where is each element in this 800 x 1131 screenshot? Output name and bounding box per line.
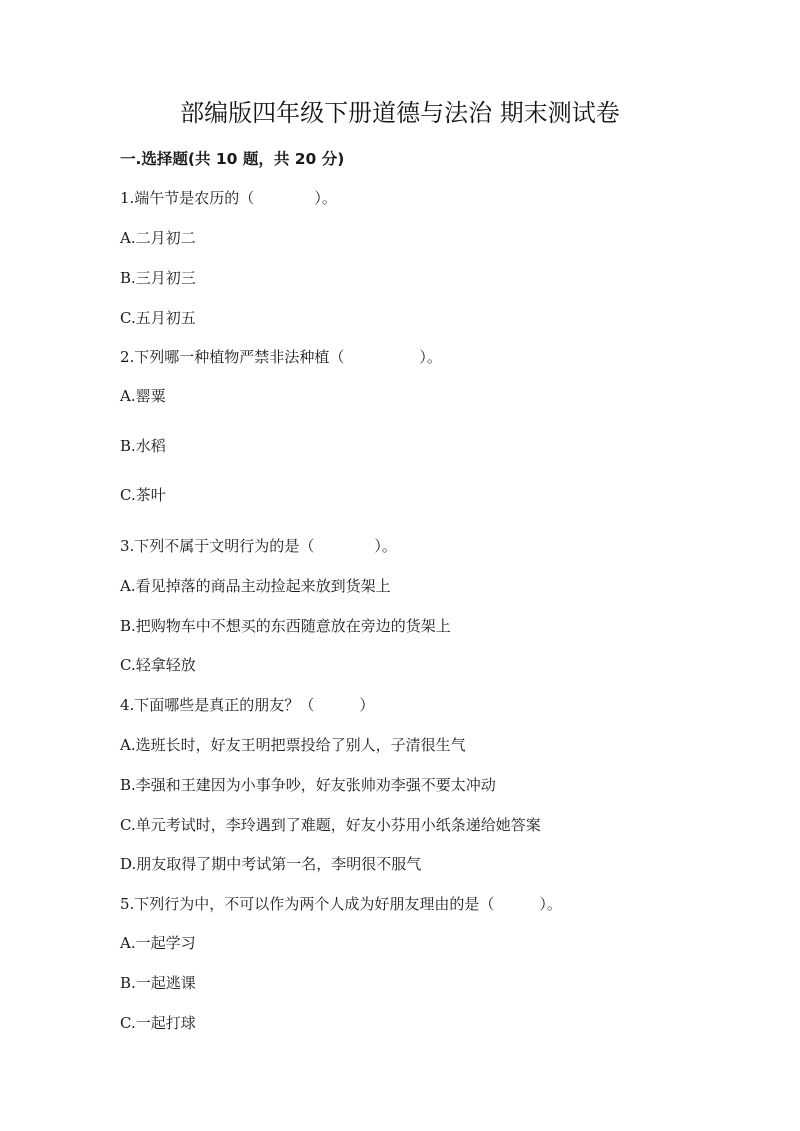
answer-option[interactable]: A.看见掉落的商品主动捡起来放到货架上 [120,577,391,595]
answer-option[interactable]: B.水稻 [120,437,166,455]
answer-option[interactable]: A.罂粟 [120,387,166,405]
question-stem: 5.下列行为中，不可以作为两个人成为好朋友理由的是（ ）。 [120,895,562,913]
answer-option[interactable]: A.二月初二 [120,229,196,247]
question-stem: 1.端午节是农历的（ ）。 [120,189,337,207]
page-title: 部编版四年级下册道德与法治 期末测试卷 [180,99,620,127]
answer-option[interactable]: A.选班长时，好友王明把票投给了别人，子清很生气 [120,736,466,754]
section-heading: 一.选择题(共 10 题，共 20 分) [120,150,345,168]
answer-option[interactable]: C.茶叶 [120,486,166,504]
question-stem: 3.下列不属于文明行为的是（ ）。 [120,537,397,555]
answer-option[interactable]: B.一起逃课 [120,974,196,992]
answer-option[interactable]: B.把购物车中不想买的东西随意放在旁边的货架上 [120,617,451,635]
answer-option[interactable]: C.五月初五 [120,309,196,327]
question-stem: 4.下面哪些是真正的朋友？（ ） [120,696,375,714]
answer-option[interactable]: A.一起学习 [120,934,196,952]
answer-option[interactable]: B.李强和王建因为小事争吵，好友张帅劝李强不要太冲动 [120,776,496,794]
answer-option[interactable]: D.朋友取得了期中考试第一名，李明很不服气 [120,855,422,873]
answer-option[interactable]: C.一起打球 [120,1014,196,1032]
answer-option[interactable]: B.三月初三 [120,269,196,287]
question-stem: 2.下列哪一种植物严禁非法种植（ ）。 [120,348,442,366]
answer-option[interactable]: C.轻拿轻放 [120,656,196,674]
answer-option[interactable]: C.单元考试时，李玲遇到了难题，好友小芬用小纸条递给她答案 [120,816,541,834]
